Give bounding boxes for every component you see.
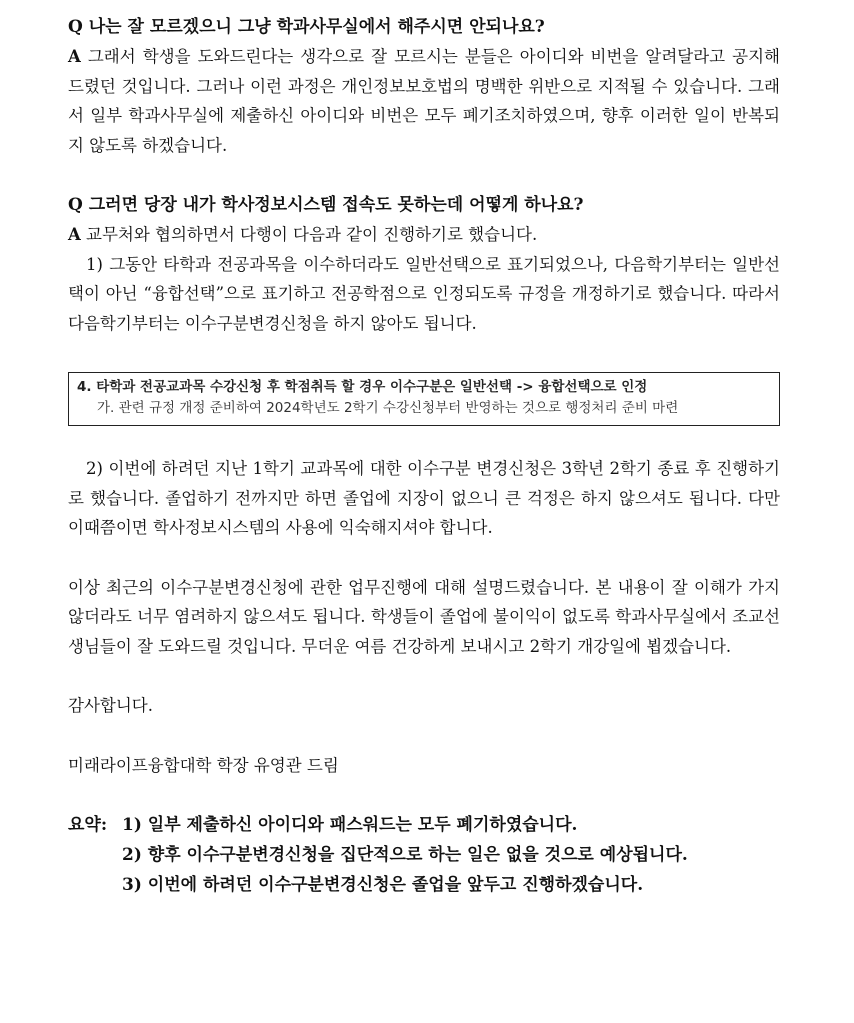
summary-item-1: 1) 일부 제출하신 아이디와 패스워드는 모두 폐기하였습니다. — [122, 815, 578, 835]
document-body — [68, 12, 780, 900]
summary-item-2: 2) 향후 이수구분변경신청을 집단적으로 하는 일은 없을 것으로 예상됩니다. — [122, 845, 688, 865]
faq-question-2: Q 그러면 당장 내가 학사정보시스템 접속도 못하는데 어떻게 하나요? — [68, 195, 584, 215]
notice-box-title: 4. 타학과 전공교과목 수강신청 후 학점취득 할 경우 이수구분은 일반선택 -> 융합선택으로 인정 — [77, 379, 648, 395]
faq-answer-1-text: 그래서 학생을 도와드린다는 생각으로 잘 모르시는 분들은 아이디와 비번을 알려달라고 공지해 드렸던 것입니다. 그러나 이런 과정은 개인정보보호법의 명백한 위반으로 지적될 수 있습니다. 그래서 일부 학과사무실에 제출하신 아이디와 비번은 모두 폐기조치하였으며, 향후 이러한 일이 반복되지 않도록 하겠습니다. — [68, 47, 780, 155]
faq-answer-2 — [68, 220, 780, 250]
spacer — [68, 780, 780, 810]
spacer — [68, 721, 780, 751]
summary-item-3: 3) 이번에 하려던 이수구분변경신청은 졸업을 앞두고 진행하겠습니다. — [122, 875, 644, 895]
summary-label: 요약: — [68, 815, 108, 835]
answer-point-2: 2) 이번에 하려던 지난 1학기 교과목에 대한 이수구분 변경신청은 3학년 2학기 종료 후 진행하기로 했습니다. 졸업하기 전까지만 하면 졸업에 지장이 없으니 큰 걱정은 하지 않으셔도 됩니다. 다만 이때쯤이면 학사정보시스템의 사용에 익숙해지셔야 합니다. — [68, 459, 780, 537]
closing-thanks: 감사합니다. — [68, 696, 153, 715]
closing-paragraph: 이상 최근의 이수구분변경신청에 관한 업무진행에 대해 설명드렸습니다. 본 내용이 잘 이해가 가지 않더라도 너무 염려하지 않으셔도 됩니다. 학생들이 졸업에 불이익이 없도록 학과사무실에서 조교선생님들이 잘 도와드릴 것입니다. 무더운 여름 건강하게 보내시고 2학기 개강일에 뵙겠습니다. — [68, 577, 780, 656]
notice-box — [68, 372, 780, 426]
answer-label: A — [68, 47, 81, 66]
notice-box-detail: 가. 관련 규정 개정 준비하여 2024학년도 2학기 수강신청부터 반영하는 것으로 행정처리 준비 마련 — [97, 400, 679, 416]
spacer — [68, 543, 780, 573]
answer-point-1: 1) 그동안 타학과 전공과목을 이수하더라도 일반선택으로 표기되었으나, 다음학기부터는 일반선택이 아닌 “융합선택”으로 표기하고 전공학점으로 인정되도록 규정을 개정하기로 했습니다. 따라서 다음학기부터는 이수구분변경신청을 하지 않아도 됩니다. — [68, 254, 780, 333]
spacer — [68, 661, 780, 691]
summary-block — [68, 810, 780, 900]
signature: 미래라이프융합대학 학장 유영관 드림 — [68, 755, 339, 775]
answer-label: A — [68, 225, 81, 244]
spacer — [68, 160, 780, 190]
faq-question-1: Q 나는 잘 모르겠으니 그냥 학과사무실에서 해주시면 안되나요? — [68, 17, 545, 37]
faq-answer-1 — [68, 42, 780, 160]
faq-answer-2-text: 교무처와 협의하면서 다행이 다음과 같이 진행하기로 했습니다. — [80, 225, 538, 244]
